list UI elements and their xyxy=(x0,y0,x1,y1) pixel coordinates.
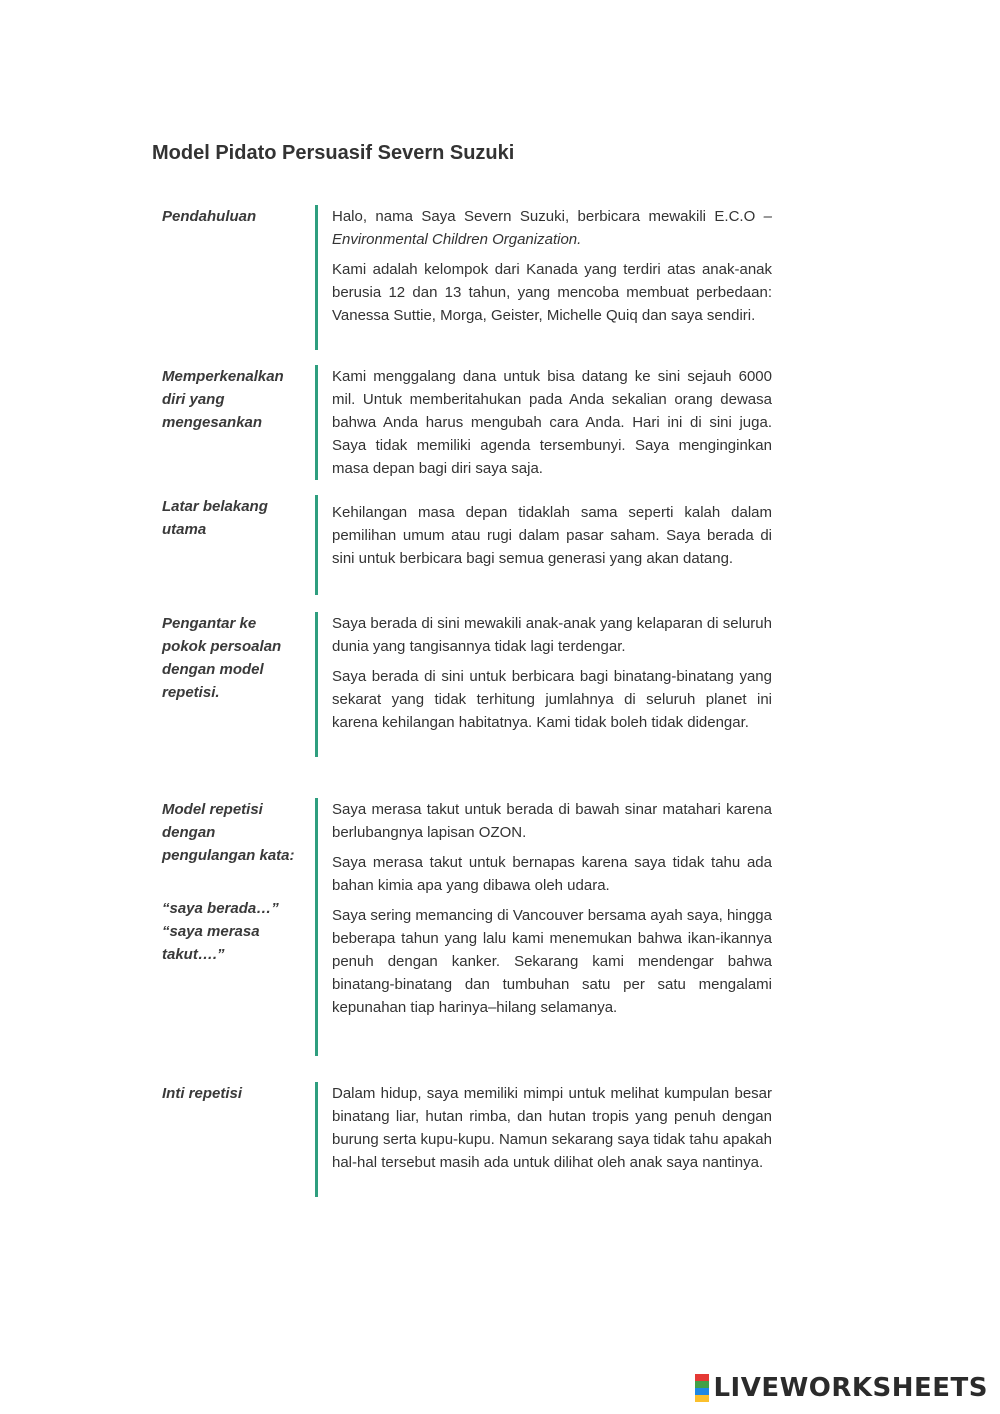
section-label: Model repetisi dengan pengulangan kata: “saya berada…” “saya merasa takut….” xyxy=(162,801,295,963)
paragraph: Saya berada di sini untuk berbicara bagi binatang-binatang yang sekarat yang tidak terhitung jumlahnya di seluruh planet ini karena kehilangan habitatnya. Kami tidak boleh tidak didengar. xyxy=(332,668,772,731)
paragraph: Saya sering memancing di Vancouver bersama ayah saya, hingga beberapa tahun yang lalu kami menemukan bahwa ikan-ikannya penuh dengan kanker. Sekarang kami mendengar bahwa binatang-binatang dan tumbuhan satu per satu mengalami kepunahan tiap harinya–hilang selamanya. xyxy=(332,907,772,1016)
section-divider-bar xyxy=(315,612,318,757)
section-divider-bar xyxy=(315,205,318,350)
paragraph: Kehilangan masa depan tidaklah sama seperti kalah dalam pemilihan umum atau rugi dalam pasar saham. Saya berada di sini untuk berbicara bagi semua generasi yang akan datang. xyxy=(332,504,772,567)
section-divider-bar xyxy=(315,365,318,480)
liveworksheets-watermark xyxy=(695,1374,988,1402)
paragraph: Kami adalah kelompok dari Kanada yang terdiri atas anak-anak berusia 12 dan 13 tahun, yang mencoba membuat perbedaan: Vanessa Suttie, Morga, Geister, Michelle Quiq dan saya sendiri. xyxy=(332,261,772,324)
section-body xyxy=(332,1082,772,1174)
paragraph: Saya merasa takut untuk bernapas karena saya tidak tahu ada bahan kimia apa yang dibawa oleh udara. xyxy=(332,854,772,894)
section-divider-bar xyxy=(315,1082,318,1197)
section-label: Inti repetisi xyxy=(162,1085,243,1102)
paragraph: Saya berada di sini mewakili anak-anak yang kelaparan di seluruh dunia yang tangisannya tidak lagi terdengar. xyxy=(332,615,772,655)
paragraph: Halo, nama Saya Severn Suzuki, berbicara mewakili E.C.O – Environmental Children Organization. xyxy=(332,208,772,248)
page-title: Model Pidato Persuasif Severn Suzuki xyxy=(152,142,515,164)
section-body xyxy=(332,205,772,327)
brand-name: LIVEWORKSHEETS xyxy=(713,1373,988,1403)
section-label: Latar belakang utama xyxy=(162,498,268,538)
liveworksheets-logo-icon xyxy=(695,1374,709,1402)
section-label: Pengantar ke pokok persoalan dengan model repetisi. xyxy=(162,615,282,701)
section-body xyxy=(332,365,772,480)
section-divider-bar xyxy=(315,798,318,1056)
paragraph: Saya merasa takut untuk berada di bawah sinar matahari karena berlubangnya lapisan OZON. xyxy=(332,801,772,841)
section-body xyxy=(332,798,772,1019)
section-label: Memperkenalkan diri yang mengesankan xyxy=(162,368,284,431)
section-body xyxy=(332,612,772,734)
paragraph: Dalam hidup, saya memiliki mimpi untuk melihat kumpulan besar binatang liar, hutan rimba, dan hutan tropis yang penuh dengan burung serta kupu-kupu. Namun sekarang saya tidak tahu apakah hal-hal tersebut masih ada untuk dilihat oleh anak saya nantinya. xyxy=(332,1085,772,1171)
section-body xyxy=(332,501,772,570)
paragraph: Kami menggalang dana untuk bisa datang ke sini sejauh 6000 mil. Untuk memberitahukan pada Anda sekalian orang dewasa bahwa Anda harus mengubah cara Anda. Hari ini di sini juga. Saya tidak memiliki agenda tersembunyi. Saya menginginkan masa depan bagi diri saya saja. xyxy=(332,368,772,477)
section-label: Pendahuluan xyxy=(162,208,257,225)
section-divider-bar xyxy=(315,495,318,595)
